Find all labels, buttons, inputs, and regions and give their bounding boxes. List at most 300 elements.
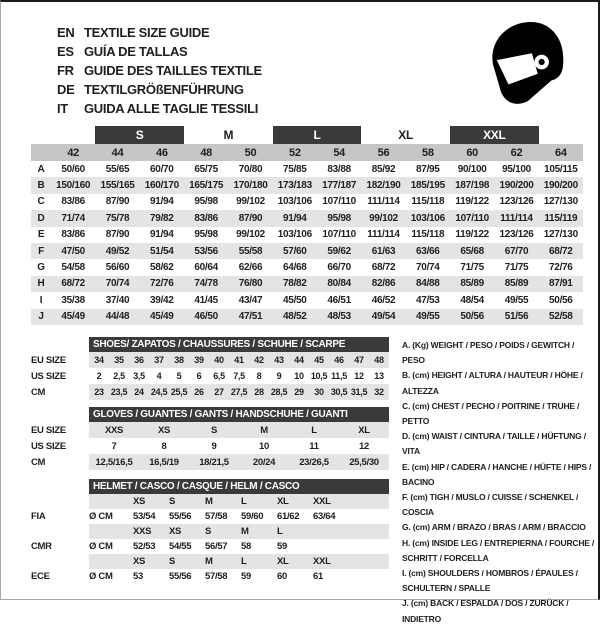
- size-cell: 10,5: [310, 371, 328, 381]
- size-cell: 34: [94, 355, 104, 365]
- measurement-cell: 72/76: [140, 276, 184, 292]
- language-title: TEXTILGRÖßENFÜHRUNG: [84, 82, 244, 97]
- group-spacer: [31, 126, 95, 144]
- measurement-cell: 78/82: [273, 276, 317, 292]
- row-label: I: [39, 294, 43, 306]
- measurement-cell: 62/66: [238, 262, 263, 274]
- measurement-cell: 50/56: [549, 294, 573, 306]
- size-cell: XXS: [104, 424, 124, 436]
- size-row-spacer: [31, 144, 51, 161]
- helmet-size-table: [31, 479, 389, 584]
- row-label: G: [37, 262, 45, 274]
- row-label: H: [31, 276, 51, 292]
- size-value-cell: 58: [241, 541, 251, 552]
- legend-item: E. (cm) HIP / CADERA / HANCHE / HÜFTE / HIPS / BACINO: [402, 461, 592, 487]
- size-header-cell: XS: [169, 526, 182, 537]
- row-label: D: [31, 210, 51, 226]
- language-row: [57, 80, 262, 99]
- measurement-cell: 72/76: [549, 262, 573, 274]
- measurement-cell: 84/88: [406, 276, 450, 292]
- helmet-value-row: [31, 569, 389, 584]
- size-header-cell: L: [241, 496, 247, 507]
- measurement-cell: 51/56: [494, 309, 538, 325]
- measurement-cell: 70/74: [416, 262, 440, 274]
- measurement-cell: 155/165: [95, 177, 139, 193]
- size-group-l: L: [273, 126, 362, 144]
- unit-cell: Ø CM: [89, 541, 113, 552]
- helmet-icon: [488, 19, 566, 107]
- size-cell: 11,5: [331, 371, 347, 381]
- language-title: GUIDA ALLE TAGLIE TESSILI: [84, 101, 259, 116]
- size-cell: 38: [174, 355, 184, 365]
- size-header-cell: L: [241, 556, 247, 567]
- measurement-cell: 85/89: [450, 276, 494, 292]
- measurement-cell: 82/86: [361, 276, 405, 292]
- size-cell: 44: [294, 355, 304, 365]
- group-spacer: [539, 126, 583, 144]
- measurement-cell: 87/91: [539, 276, 583, 292]
- size-group-s: S: [95, 126, 184, 144]
- row-values: [89, 384, 389, 400]
- measurement-cell: 74/78: [184, 276, 228, 292]
- measurement-cell: 87/95: [416, 163, 440, 175]
- measurement-cell: 111/114: [367, 229, 400, 241]
- table-row: [31, 368, 389, 384]
- measurement-cell: 49/55: [406, 309, 450, 325]
- size-header-cell: 62: [494, 144, 538, 161]
- size-value-cell: 61: [313, 571, 323, 582]
- measurement-cell: 111/114: [367, 196, 400, 208]
- size-value-cell: 55/56: [169, 511, 192, 522]
- size-value-cell: 52/53: [133, 541, 156, 552]
- language-title: GUÍA DE TALLAS: [84, 44, 188, 59]
- measurement-cell: 76/80: [228, 276, 272, 292]
- measurement-cell: 44/48: [95, 309, 139, 325]
- measurement-cell: 160/170: [140, 177, 184, 193]
- measurement-cell: 107/110: [322, 229, 356, 241]
- row-label: E: [37, 229, 45, 241]
- legend-item: G. (cm) ARM / BRAZO / BRAS / ARM / BRACCIO: [402, 522, 586, 533]
- size-header-cell: XS: [133, 496, 146, 507]
- measurement-cell: 41/45: [194, 294, 218, 306]
- unit-spacer: [89, 494, 133, 509]
- measurement-cell: 47/53: [416, 294, 440, 306]
- row-values: [89, 368, 389, 384]
- size-cell: 6: [196, 371, 202, 381]
- measurement-cell: 49/54: [361, 309, 405, 325]
- measurement-cell: 87/90: [105, 196, 130, 208]
- language-code: ES: [57, 44, 74, 59]
- measurement-cell: 83/86: [184, 210, 228, 226]
- size-header-cell: 60: [450, 144, 494, 161]
- language-code: IT: [57, 101, 68, 116]
- measurement-cell: 48/53: [317, 309, 361, 325]
- size-value-cell: 57/58: [205, 511, 228, 522]
- language-row: [57, 23, 262, 42]
- measurement-cell: 55/65: [105, 163, 130, 175]
- measurement-cell: 70/74: [95, 276, 139, 292]
- size-cell: 48: [374, 355, 384, 365]
- size-cell: 24,5: [150, 387, 168, 397]
- size-header-cell: XS: [133, 556, 146, 567]
- size-cell: 28,5: [270, 387, 288, 397]
- measurement-cell: 53/56: [184, 243, 228, 259]
- legend-item: B. (cm) HEIGHT / ALTURA / HAUTEUR / HÖHE / ALTEZZA: [402, 370, 583, 396]
- size-header-cell: 44: [95, 144, 139, 161]
- size-value-cell: 53: [133, 571, 143, 582]
- measurement-cell: 51/54: [140, 243, 184, 259]
- language-row: [57, 99, 262, 118]
- size-cell: 47: [354, 355, 364, 365]
- measurement-cell: 56/60: [105, 262, 130, 274]
- size-cell: S: [210, 424, 218, 436]
- language-code: EN: [57, 25, 75, 40]
- language-title: GUIDE DES TAILLES TEXTILE: [84, 63, 262, 78]
- measurement-cell: 91/94: [150, 229, 174, 241]
- helmet-value-row: [31, 509, 389, 524]
- row-label: US SIZE: [31, 370, 66, 382]
- legend-item: F. (cm) TIGH / MUSLO / CUISSE / SCHENKEL / COSCIA: [402, 492, 579, 518]
- size-cell: 10: [259, 440, 269, 452]
- measurement-cell: 85/89: [494, 276, 538, 292]
- row-values: [89, 524, 389, 539]
- measurement-cell: 45/49: [140, 309, 184, 325]
- measurement-cell: 47/50: [51, 243, 95, 259]
- measurement-cell: 64/68: [283, 262, 307, 274]
- measurement-cell: 185/195: [406, 177, 450, 193]
- size-value-cell: 61/62: [277, 511, 300, 522]
- row-values: [89, 422, 389, 438]
- row-label-spacer: [31, 554, 89, 569]
- table-title: HELMET / CASCO / CASQUE / HELM / CASCO: [89, 479, 389, 494]
- size-value-cell: 53/54: [133, 511, 156, 522]
- size-cell: 43: [274, 355, 284, 365]
- helmet-value-row: [31, 539, 389, 554]
- size-header-cell: S: [169, 496, 176, 507]
- measurement-cell: 55/58: [228, 243, 272, 259]
- measurement-cell: 87/90: [105, 229, 130, 241]
- size-value-cell: 59: [241, 571, 251, 582]
- measurement-cell: 187/198: [450, 177, 494, 193]
- row-label: A: [37, 163, 45, 175]
- row-label: B: [31, 177, 51, 193]
- row-values: [89, 454, 389, 470]
- size-cell: 2: [96, 371, 102, 381]
- measurement-cell: 52/58: [539, 309, 583, 325]
- row-values: [89, 509, 389, 524]
- row-values: [89, 539, 389, 554]
- unit-cell: Ø CM: [89, 571, 113, 582]
- size-cell: 18/21,5: [199, 456, 229, 468]
- size-group-m: M: [223, 128, 234, 142]
- measurement-cell: 63/66: [406, 243, 450, 259]
- size-header-cell: XXS: [133, 526, 152, 537]
- measurement-cell: 115/118: [411, 196, 445, 208]
- measurement-cell: 111/114: [494, 210, 538, 226]
- measurement-cell: 43/47: [238, 294, 263, 306]
- measurement-cell: 182/190: [361, 177, 405, 193]
- size-cell: 26: [194, 387, 204, 397]
- table-row: [31, 352, 389, 368]
- size-header-cell: S: [205, 526, 212, 537]
- measurement-cell: 46/51: [327, 294, 351, 306]
- size-cell: 29: [294, 387, 304, 397]
- size-cell: 23: [94, 387, 104, 397]
- size-cell: 9: [211, 440, 217, 452]
- size-cell: 16,5/19: [149, 456, 179, 468]
- measurement-cell: 177/187: [317, 177, 361, 193]
- measurement-cell: 68/72: [371, 262, 396, 274]
- measurement-cell: 107/110: [450, 210, 494, 226]
- size-header-cell: XL: [277, 496, 289, 507]
- unit-spacer: [89, 524, 133, 539]
- unit-spacer: [89, 554, 133, 569]
- size-cell: 27,5: [230, 387, 248, 397]
- measurement-cell: 37/40: [105, 294, 130, 306]
- size-cell: 8: [161, 440, 167, 452]
- measurement-cell: 61/63: [361, 243, 405, 259]
- measurement-cell: 119/122: [455, 196, 489, 208]
- measurement-cell: 83/86: [61, 196, 85, 208]
- row-label: F: [31, 243, 51, 259]
- measurement-cell: 99/102: [236, 196, 265, 208]
- measurement-cell: 48/54: [460, 294, 484, 306]
- table-row: [31, 384, 389, 400]
- language-title-list: [57, 23, 262, 118]
- size-header-cell: S: [169, 556, 176, 567]
- size-header-cell: M: [205, 496, 213, 507]
- size-cell: 40: [214, 355, 224, 365]
- size-cell: 7: [111, 440, 117, 452]
- size-group-xl: XL: [398, 128, 414, 142]
- measurement-cell: 123/126: [499, 196, 534, 208]
- measurement-cell: 95/98: [194, 196, 218, 208]
- measurement-cell: 103/106: [406, 210, 450, 226]
- row-values: [89, 494, 389, 509]
- helmet-size-header-row: [31, 524, 389, 539]
- size-value-cell: 59: [277, 541, 287, 552]
- size-cell: 36: [134, 355, 144, 365]
- measurement-cell: 115/119: [539, 210, 583, 226]
- size-cell: 30,5: [330, 387, 348, 397]
- row-values: [89, 352, 389, 368]
- measurement-cell: 68/72: [539, 243, 583, 259]
- measurement-cell: 119/122: [455, 229, 489, 241]
- measurement-cell: 107/110: [322, 196, 356, 208]
- size-header-cell: 50: [228, 144, 272, 161]
- size-header-cell: 48: [184, 144, 228, 161]
- size-cell: 32: [374, 387, 384, 397]
- table-row: [31, 422, 389, 438]
- measurement-cell: 60/70: [150, 163, 174, 175]
- size-group-xxl: XXL: [450, 126, 539, 144]
- size-cell: 6,5: [213, 371, 225, 381]
- legend-item: J. (cm) BACK / ESPALDA / DOS / ZURÜCK / INDIETRO: [402, 598, 569, 624]
- measurement-cell: 45/49: [51, 309, 95, 325]
- measurement-cell: 103/106: [277, 196, 312, 208]
- row-label-spacer: [31, 524, 89, 539]
- size-value-cell: 63/64: [313, 511, 336, 522]
- measurement-cell: 46/52: [371, 294, 396, 306]
- language-row: [57, 42, 262, 61]
- measurement-cell: 39/42: [150, 294, 174, 306]
- row-label: US SIZE: [31, 440, 66, 452]
- measurement-cell: 165/175: [184, 177, 228, 193]
- size-value-cell: 57/58: [205, 571, 228, 582]
- standard-label: CMR: [31, 541, 52, 552]
- size-header-cell: 46: [140, 144, 184, 161]
- measurement-cell: 95/98: [317, 210, 361, 226]
- size-cell: 35: [114, 355, 124, 365]
- measurement-cell: 50/60: [61, 163, 85, 175]
- size-header-cell: 52: [273, 144, 317, 161]
- size-cell: 9: [276, 371, 282, 381]
- row-label: J: [31, 309, 51, 325]
- measurement-cell: 60/64: [194, 262, 218, 274]
- size-header-cell: XL: [277, 556, 289, 567]
- size-cell: 7,5: [233, 371, 245, 381]
- row-label-spacer: [31, 494, 89, 509]
- shoes-size-table: [31, 337, 389, 400]
- gloves-size-table: [31, 407, 389, 470]
- size-cell: 5: [176, 371, 182, 381]
- size-header-cell: XXL: [313, 496, 331, 507]
- size-cell: 12: [354, 371, 364, 381]
- size-cell: 12,5/16,5: [95, 456, 133, 468]
- standard-label: FIA: [31, 511, 46, 522]
- measurement-cell: 103/106: [277, 229, 312, 241]
- size-cell: 27: [214, 387, 224, 397]
- size-header-cell: 64: [539, 144, 583, 161]
- row-label: EU SIZE: [31, 354, 66, 366]
- size-value-cell: 59/60: [241, 511, 264, 522]
- measurement-cell: 35/38: [61, 294, 85, 306]
- measurement-cell: 150/160: [51, 177, 95, 193]
- measurement-cell: 50/56: [450, 309, 494, 325]
- language-code: FR: [57, 63, 74, 78]
- measurement-cell: 85/92: [371, 163, 396, 175]
- size-header-cell: M: [205, 556, 213, 567]
- size-header-cell: M: [241, 526, 249, 537]
- language-code: DE: [57, 82, 75, 97]
- size-cell: 3,5: [133, 371, 145, 381]
- size-cell: 24: [134, 387, 144, 397]
- measurement-cell: 123/126: [499, 229, 534, 241]
- size-cell: 30: [314, 387, 324, 397]
- measurement-cell: 80/84: [317, 276, 361, 292]
- table-row: [31, 454, 389, 470]
- measurement-cell: 71/75: [504, 262, 529, 274]
- size-cell: M: [260, 424, 268, 436]
- measurement-cell: 65/68: [450, 243, 494, 259]
- table-row: [31, 438, 389, 454]
- measurement-cell: 45/50: [283, 294, 307, 306]
- measurement-cell: 58/62: [150, 262, 174, 274]
- size-cell: 23/26,5: [299, 456, 329, 468]
- size-cell: 41: [234, 355, 244, 365]
- row-label: CM: [31, 456, 46, 468]
- measurement-legend: [402, 338, 599, 627]
- size-cell: 28: [254, 387, 264, 397]
- helmet-size-header-row: [31, 554, 389, 569]
- measurement-cell: 75/85: [283, 163, 307, 175]
- measurement-cell: 115/118: [411, 229, 445, 241]
- measurement-cell: 173/183: [273, 177, 317, 193]
- size-header-cell: XXL: [313, 556, 331, 567]
- measurement-cell: 190/200: [494, 177, 538, 193]
- measurement-cell: 67/70: [494, 243, 538, 259]
- measurement-cell: 59/62: [317, 243, 361, 259]
- measurement-cell: 95/98: [194, 229, 218, 241]
- size-cell: 31,5: [350, 387, 368, 397]
- unit-cell: Ø CM: [89, 511, 113, 522]
- legend-item: C. (cm) CHEST / PECHO / POITRINE / TRUHE / PETTO: [402, 400, 580, 427]
- table-title: SHOES/ ZAPATOS / CHAUSSURES / SCHUHE / SCARPE: [89, 337, 389, 352]
- measurement-cell: 49/52: [95, 243, 139, 259]
- size-cell: 39: [194, 355, 204, 365]
- measurement-cell: 127/130: [543, 229, 578, 241]
- language-title: TEXTILE SIZE GUIDE: [84, 25, 210, 40]
- measurement-cell: 190/200: [539, 177, 583, 193]
- row-values: [89, 569, 389, 584]
- size-value-cell: 55/56: [169, 571, 192, 582]
- measurement-cell: 47/51: [228, 309, 272, 325]
- measurement-table: [31, 126, 583, 325]
- size-value-cell: 54/55: [169, 541, 192, 552]
- size-cell: 37: [154, 355, 164, 365]
- measurement-cell: 49/55: [504, 294, 529, 306]
- size-cell: 23,5: [110, 387, 128, 397]
- legend-item: A. (Kg) WEIGHT / PESO / POIDS / GEWITCH / PESO: [402, 340, 575, 366]
- size-cell: 13: [374, 371, 384, 381]
- size-cell: 25,5: [170, 387, 188, 397]
- legend-item: H. (cm) INSIDE LEG / ENTREPIERNA / FOURCHE / SCHRITT / FORCELLA: [402, 537, 595, 563]
- size-cell: XS: [157, 424, 171, 436]
- measurement-cell: 91/94: [273, 210, 317, 226]
- measurement-cell: 99/102: [361, 210, 405, 226]
- measurement-cell: 90/100: [457, 163, 487, 175]
- size-header-cell: 58: [406, 144, 450, 161]
- size-cell: 4: [156, 371, 162, 381]
- row-label: C: [37, 196, 45, 208]
- language-row: [57, 61, 262, 80]
- measurement-cell: 105/115: [544, 163, 578, 175]
- size-header-cell: 42: [51, 144, 95, 161]
- size-cell: 11: [309, 440, 319, 452]
- measurement-cell: 66/70: [327, 262, 351, 274]
- row-label: EU SIZE: [31, 424, 66, 436]
- row-values: [89, 554, 389, 569]
- size-cell: 20/24: [252, 456, 276, 468]
- measurement-cell: 54/58: [61, 262, 85, 274]
- measurement-cell: 127/130: [543, 196, 578, 208]
- size-header-cell: L: [277, 526, 283, 537]
- size-value-cell: 56/57: [205, 541, 228, 552]
- measurement-cell: 70/80: [238, 163, 263, 175]
- size-cell: 42: [254, 355, 264, 365]
- size-value-cell: 60: [277, 571, 287, 582]
- measurement-cell: 68/72: [51, 276, 95, 292]
- size-cell: L: [311, 424, 317, 436]
- row-label: CM: [31, 386, 46, 398]
- measurement-cell: 83/86: [61, 229, 85, 241]
- measurement-cell: 46/50: [184, 309, 228, 325]
- legend-item: I. (cm) SHOULDERS / HOMBROS / ÉPAULES / SCHULTERN / SPALLE: [402, 568, 578, 594]
- measurement-cell: 99/102: [236, 229, 265, 241]
- size-cell: 46: [334, 355, 344, 365]
- measurement-cell: 65/75: [194, 163, 218, 175]
- size-cell: 12: [359, 440, 369, 452]
